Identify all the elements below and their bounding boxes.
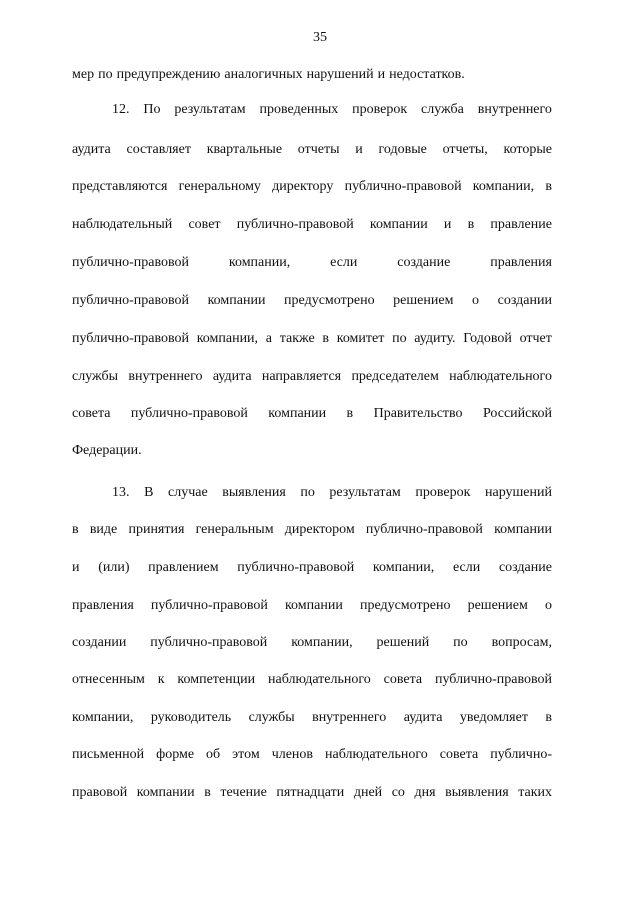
word: компании (369, 217, 428, 232)
word: наблюдательного (267, 672, 371, 687)
word: проверок (415, 485, 471, 500)
word: правление (490, 217, 552, 232)
word: службы (248, 710, 295, 725)
word: компании (207, 293, 266, 308)
word: о (544, 598, 552, 613)
word: проведенных (259, 102, 339, 117)
word: внутреннего (477, 102, 552, 117)
word: Годовой (463, 331, 512, 346)
word: публично-правовой (365, 522, 483, 537)
word: представляются (72, 179, 168, 194)
word: предупреждению (116, 67, 221, 82)
word: правления (490, 255, 552, 270)
word: решений (376, 635, 430, 650)
word: директором (284, 522, 355, 537)
word: направляется (261, 369, 342, 384)
word: публично-правовой (72, 293, 189, 308)
word: публично-правовой (434, 672, 552, 687)
word: служба (421, 102, 464, 117)
word: дня (414, 785, 436, 800)
word: внутреннего (128, 369, 203, 384)
word: По (143, 102, 161, 117)
word: публично-правовой (236, 217, 354, 232)
word: течение (220, 785, 267, 800)
text-line (72, 178, 552, 196)
word: компании (268, 406, 327, 421)
word: по (453, 635, 468, 650)
word: этом (232, 747, 260, 762)
word: компании, (291, 635, 353, 650)
word: в (72, 522, 79, 537)
word: к (157, 672, 165, 687)
word: об (206, 747, 221, 762)
word: генеральным (195, 522, 274, 537)
word: создании (72, 635, 127, 650)
word: публично-правовой (130, 406, 248, 421)
word: и (377, 67, 386, 82)
word: предусмотрено (284, 293, 375, 308)
word: компании (494, 522, 552, 537)
word: и (72, 560, 80, 575)
word: дней (353, 785, 383, 800)
word: проверок (352, 102, 408, 117)
word: публично-правовой (150, 635, 268, 650)
text-line (72, 330, 552, 348)
text-line (72, 709, 552, 727)
text-line (72, 141, 552, 159)
word: публично-правовой (150, 598, 268, 613)
text-line (72, 784, 552, 802)
word: компании, (72, 710, 134, 725)
word: принятия (128, 522, 185, 537)
word: создание (498, 560, 552, 575)
word: нарушений (306, 67, 374, 82)
word: комитет (336, 331, 385, 346)
word: членов (271, 747, 314, 762)
word: совета (439, 747, 479, 762)
word: в (545, 710, 552, 725)
word: компании, (196, 331, 259, 346)
word: письменной (72, 747, 145, 762)
word: публично-правовой (344, 179, 462, 194)
word: аудита (72, 142, 111, 157)
word: если (330, 255, 358, 270)
word: отчеты (297, 142, 340, 157)
word: председателем (351, 369, 439, 384)
word: в (545, 179, 552, 194)
word: вопросам, (491, 635, 552, 650)
word: Федерации. (72, 443, 142, 458)
word: нарушений (484, 485, 552, 500)
word: квартальные (206, 142, 283, 157)
word: 12. (112, 102, 130, 117)
word: в (204, 785, 211, 800)
word: решением (467, 598, 528, 613)
word: также (279, 331, 315, 346)
word: случае (168, 485, 208, 500)
word: публично- (490, 747, 552, 762)
word: решением (393, 293, 454, 308)
word: компетенции (177, 672, 256, 687)
word: правления (72, 598, 134, 613)
word: результатам (329, 485, 401, 500)
text-line (72, 634, 552, 652)
word: аналогичных (224, 67, 303, 82)
word: а (265, 331, 272, 346)
word: наблюдательного (449, 369, 552, 384)
page-number: 35 (313, 30, 327, 45)
text-line (72, 521, 552, 539)
text-line (72, 368, 552, 386)
word: в (346, 406, 354, 421)
word: правовой (72, 785, 128, 800)
word: компании, (472, 179, 535, 194)
text-line (112, 484, 552, 502)
word: пятнадцати (276, 785, 345, 800)
word: годовые (378, 142, 427, 157)
word: аудиту. (414, 331, 456, 346)
word: публично-правовой (237, 560, 355, 575)
word: в (467, 217, 475, 232)
word: совета (72, 406, 111, 421)
text-line (72, 66, 552, 84)
word: выявления (445, 785, 509, 800)
word: публично-правовой (72, 255, 189, 270)
word: компании, (372, 560, 435, 575)
word: мер (72, 67, 95, 82)
text-line (72, 559, 552, 577)
word: директору (272, 179, 334, 194)
word: компании (284, 598, 343, 613)
word: публично-правовой (72, 331, 189, 346)
text-line (72, 442, 552, 460)
word: создание (397, 255, 451, 270)
word: о (472, 293, 480, 308)
word: виде (89, 522, 118, 537)
word: и (443, 217, 452, 232)
word: по (300, 485, 315, 500)
word: аудита (212, 369, 252, 384)
word: (или) (98, 560, 130, 575)
text-line (112, 101, 552, 119)
word: отчет (519, 331, 552, 346)
text-line (72, 216, 552, 234)
word: которые (503, 142, 552, 157)
word: таких (518, 785, 552, 800)
word: компании (136, 785, 195, 800)
text-line (72, 671, 552, 689)
word: 13. (112, 485, 130, 500)
text-line (72, 254, 552, 272)
word: генеральному (178, 179, 261, 194)
word: совет (188, 217, 221, 232)
word: Российской (482, 406, 552, 421)
word: в (322, 331, 330, 346)
word: правлением (148, 560, 219, 575)
word: службы (72, 369, 119, 384)
word: если (452, 560, 481, 575)
word: совета (383, 672, 423, 687)
word: наблюдательный (72, 217, 173, 232)
word: компании, (228, 255, 291, 270)
word: руководитель (150, 710, 232, 725)
text-line (72, 597, 552, 615)
word: отнесенным (72, 672, 145, 687)
word: В (144, 485, 154, 500)
word: недостатков. (389, 67, 465, 82)
word: предусмотрено (359, 598, 451, 613)
word: составляет (126, 142, 191, 157)
word: выявления (222, 485, 286, 500)
word: отчеты, (442, 142, 488, 157)
word: внутреннего (312, 710, 387, 725)
word: создании (497, 293, 552, 308)
text-line (72, 746, 552, 764)
word: результатам (174, 102, 246, 117)
word: уведомляет (459, 710, 528, 725)
word: со (391, 785, 405, 800)
word: Правительство (373, 406, 463, 421)
word: форме (156, 747, 195, 762)
word: аудита (403, 710, 443, 725)
text-line (72, 292, 552, 310)
text-line (72, 405, 552, 423)
word: по (392, 331, 407, 346)
word: и (355, 142, 363, 157)
word: наблюдательного (325, 747, 428, 762)
word: по (98, 67, 113, 82)
